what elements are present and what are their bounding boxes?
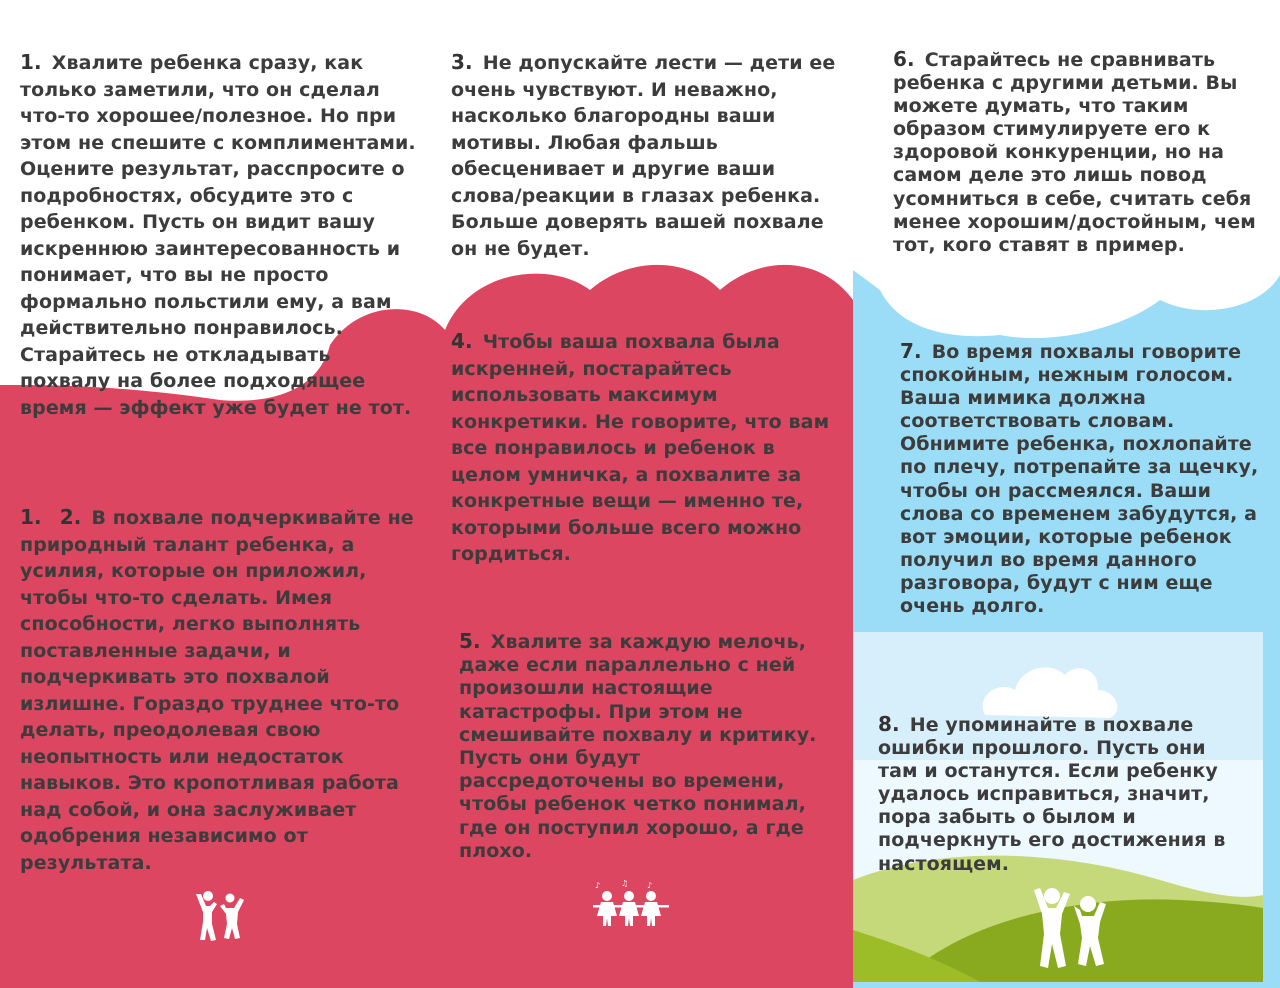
tip-text: Хвалите за каждую мелочь, даже если параллельно с ней произошли настоящие катастрофы. При этом не смешивайте похвалу и критику. Пусть они будут рассредоточены во времени, чтобы ребенок четко понимал, где он поступил хорошо, а где плохо. [459,631,817,862]
tip-number: 6. [893,47,915,71]
tip-1 [20,49,420,421]
tip-number: 3. [451,50,473,74]
kids-jumping-icon [1030,882,1110,972]
tip-7 [900,340,1270,618]
three-girls-singing-icon [591,880,671,930]
svg-text:♪: ♪ [647,881,653,890]
tip-text: Чтобы ваша похвала была искренней, постарайтесь использовать максимум конкретики. Не говорите, что вам все понравилось и ребенок в целом умничка, а похвалите за конкретные вещи — именно те, которыми больше всего можно гордиться. [451,331,830,565]
tip-number: 1. [20,505,42,529]
tip-3 [451,49,846,262]
svg-text:♪: ♪ [595,881,601,890]
tip-6 [893,48,1263,257]
tip-number: 5. [459,629,481,653]
tip-number: 8. [878,712,900,736]
tip-text: Не упоминайте в похвале ошибки прошлого. Пусть они там и останутся. Если ребенку удалось исправиться, значит, пора забыть о былом и подчеркнуть его достижения в настоящем. [878,714,1226,875]
two-kids-icon [192,888,248,944]
tip-2 [20,504,415,876]
tip-number: 1. [20,50,42,74]
tip-text: Во время похвалы говорите спокойным, нежным голосом. Ваша мимика должна соответствовать словам. Обнимите ребенка, похлопайте по плечу, потрепайте за щечку, чтобы он рассмеялся. Ваши слова со временем забудутся, а вот эмоции, которые ребенок получил во время данного разговора, будут с ним еще очень долго. [900,341,1259,618]
tip-text: Не допускайте лести — дети ее очень чувствуют. И неважно, насколько благородны ваши мотивы. Любая фальшь обесценивает и другие ваши слова/реакции в глазах ребенка. Больше доверять вашей похвале он не будет. [451,52,836,260]
tip-number: 4. [451,329,473,353]
tip-4 [451,328,849,568]
tip-number-2: 2. [59,505,82,529]
tip-text: В похвале подчеркивайте не природный талант ребенка, а усилия, которые он приложил, чтобы что-то сделать. Имея способности, легко выполнять поставленные задачи, и подчеркивать это похвалой излишне. Гораздо труднее что-то делать, преодолевая свою неопытность или недостаток навыков. Это кропотливая работа над собой, и она заслуживает одобрения независимо от результата. [20,507,414,874]
tip-number: 7. [900,339,922,363]
svg-text:♫: ♫ [621,880,629,888]
tip-5 [459,630,829,863]
tip-text: Старайтесь не сравнивать ребенка с другими детьми. Вы можете думать, что таким образом стимулируете его к здоровой конкуренции, но на самом деле это лишь повод усомниться в себе, считать себя менее хорошим/достойным, чем тот, кого ставят в пример. [893,49,1256,256]
tip-text: Хвалите ребенка сразу, как только заметили, что он сделал что-то хорошее/полезное. Но при этом не спешите с комплиментами. Оцените результат, расспросите о подробностях, обсудите это с ребенком. Пусть он видит вашу искреннюю заинтересованность и понимает, что вы не просто формально польстили ему, а вам действительно понравилось. Старайтесь не откладывать похвалу на более подходящее время — эффект уже будет не тот. [20,52,416,419]
tip-8 [878,713,1248,876]
